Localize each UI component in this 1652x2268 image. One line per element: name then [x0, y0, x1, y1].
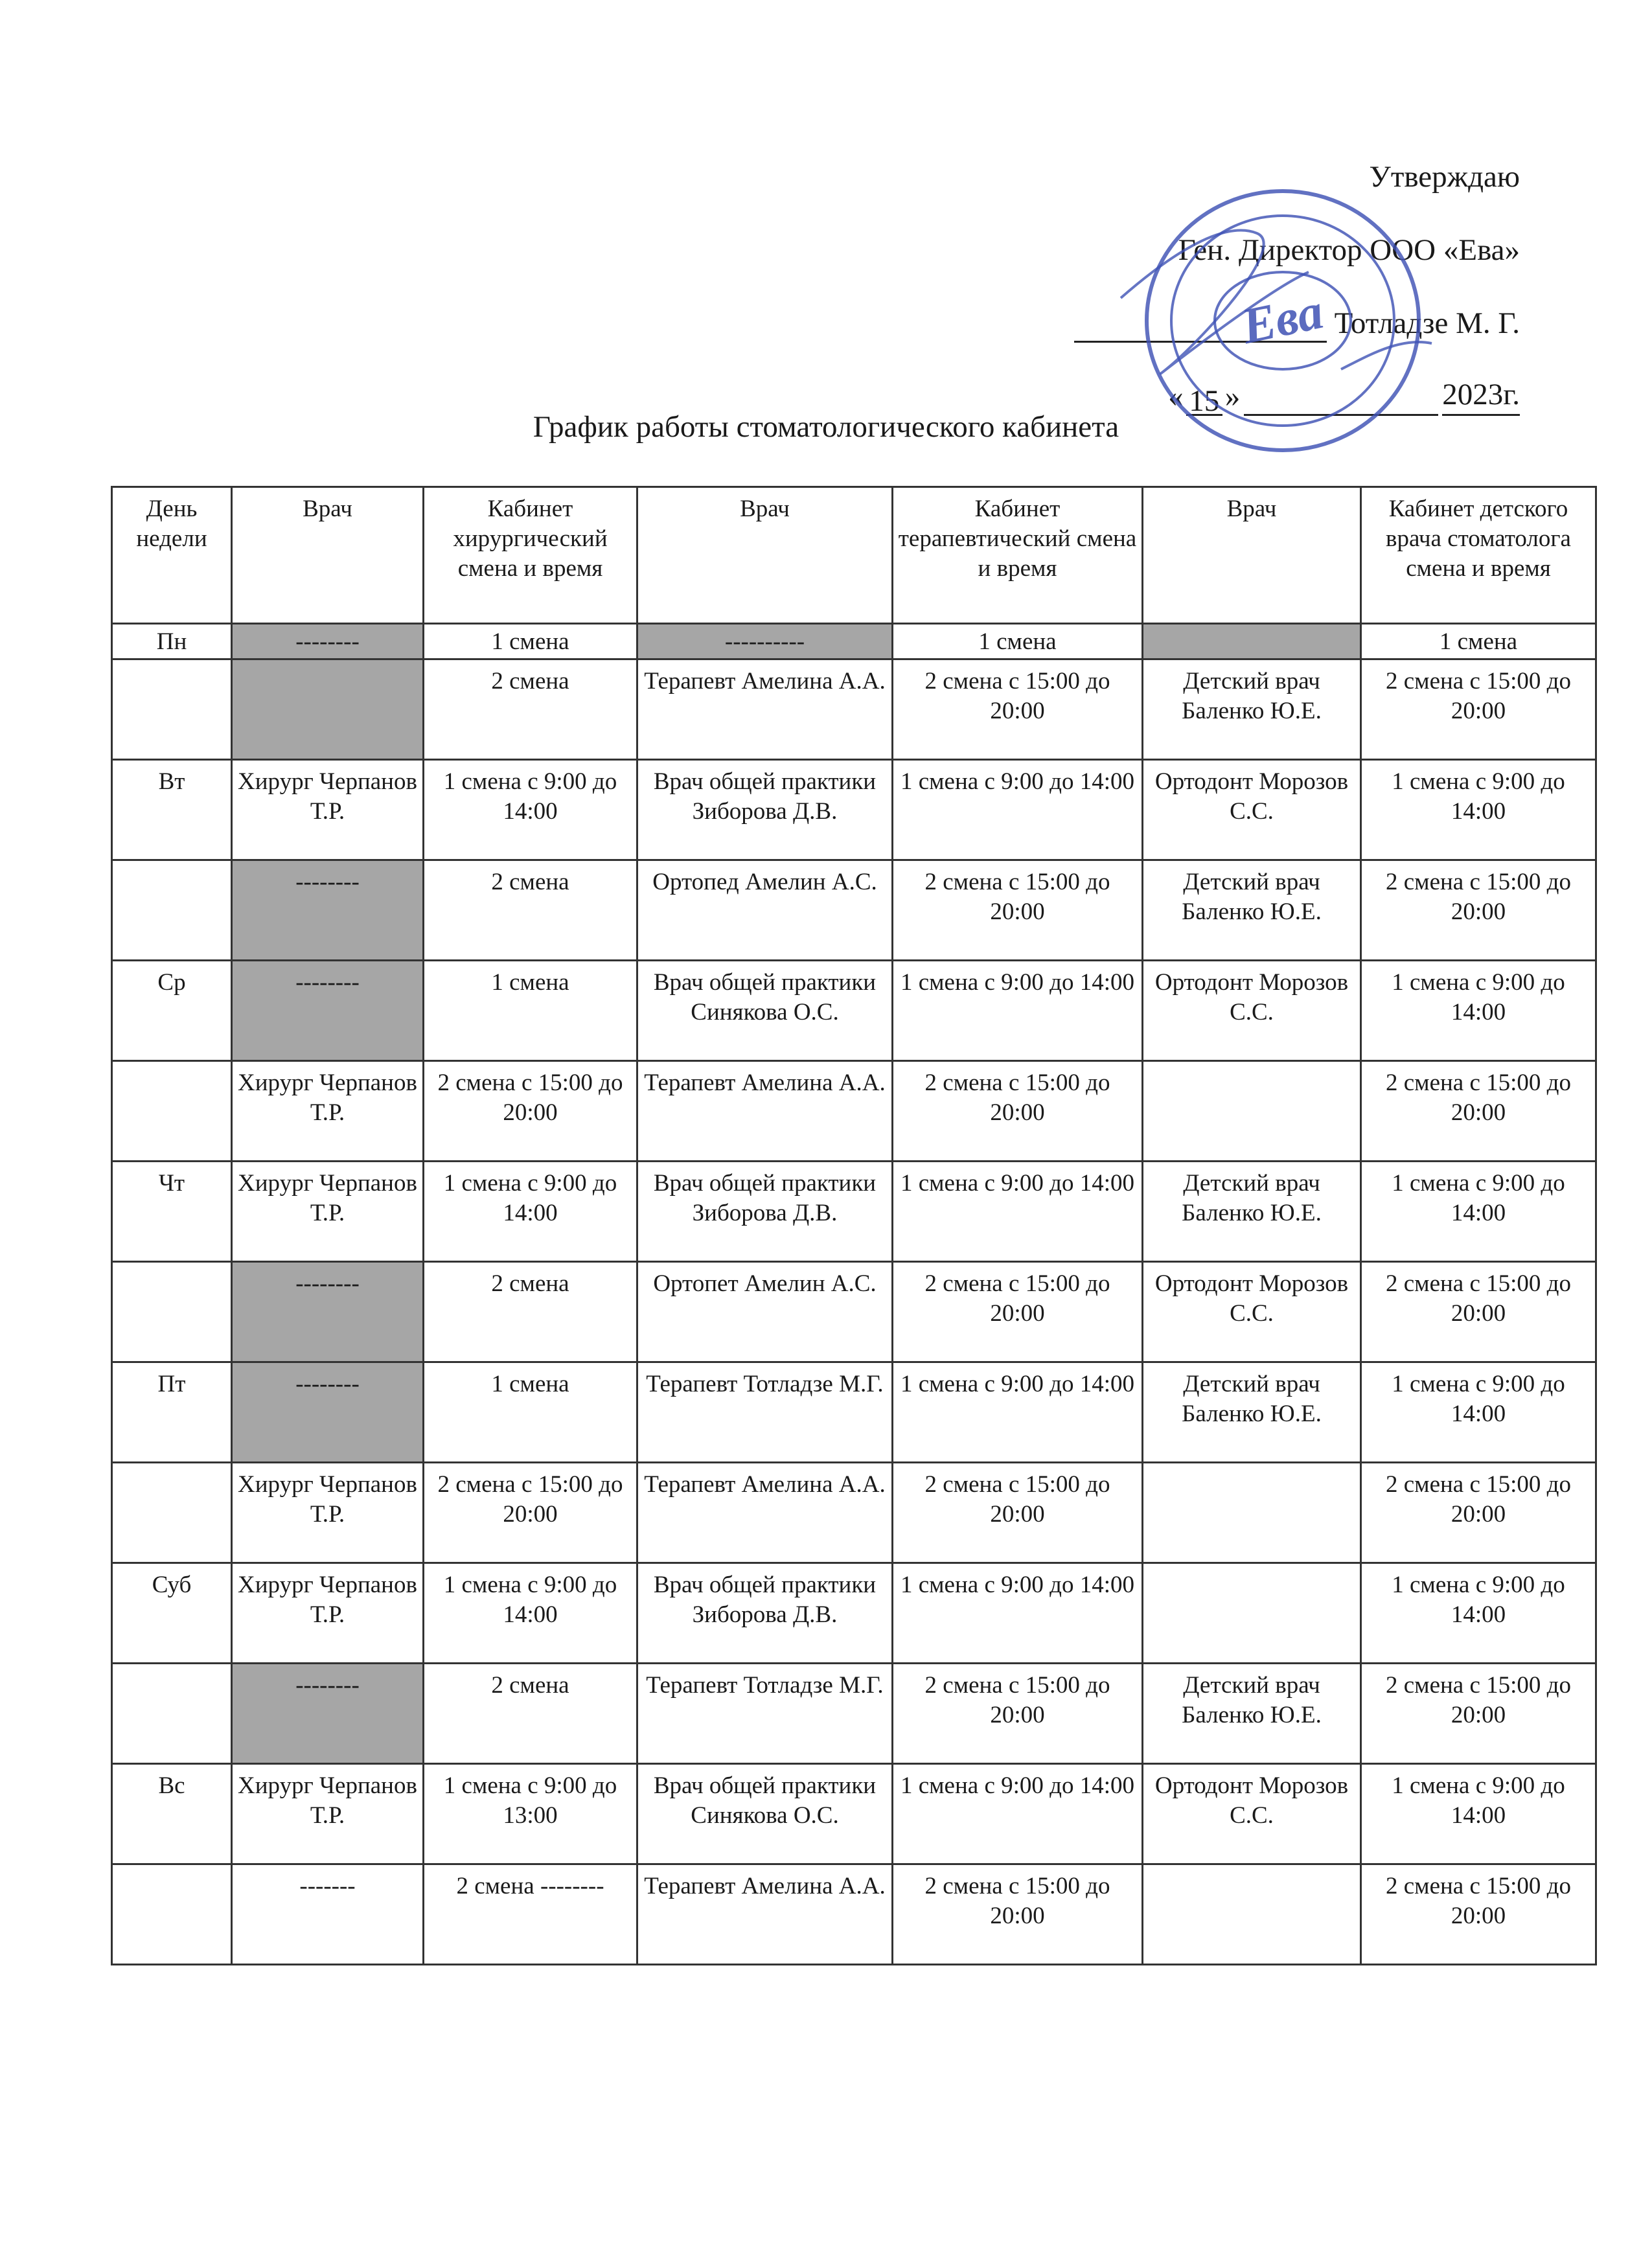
- cell-surgeon: Хирург Черпанов Т.Р.: [232, 1463, 424, 1563]
- cell-surgeon: Хирург Черпанов Т.Р.: [232, 1764, 424, 1864]
- cell-therapist: ----------: [637, 624, 893, 659]
- table-row: [112, 1162, 1596, 1262]
- cell-surgery-shift: 1 смена с 9:00 до 13:00: [424, 1764, 637, 1864]
- cell-surgery-shift: 1 смена с 9:00 до 14:00: [424, 1563, 637, 1664]
- cell-child-doctor: [1143, 1463, 1361, 1563]
- cell-child-doctor: [1143, 1864, 1361, 1965]
- cell-surgery-shift: 1 смена: [424, 1362, 637, 1463]
- table-row: [112, 1463, 1596, 1563]
- approval-date: [937, 343, 1520, 416]
- cell-therapist: Врач общей практики Синякова О.С.: [637, 1764, 893, 1864]
- date-day: 15: [1186, 382, 1222, 416]
- cell-child-doctor: Детский врач Баленко Ю.Е.: [1143, 1664, 1361, 1764]
- signature-blank: [1074, 308, 1327, 343]
- cell-therapist: Терапевт Амелина А.А.: [637, 659, 893, 760]
- cell-surgeon: Хирург Черпанов Т.Р.: [232, 1061, 424, 1162]
- cell-surgery-shift: 1 смена: [424, 624, 637, 659]
- cell-child-doctor: Детский врач Баленко Ю.Е.: [1143, 659, 1361, 760]
- cell-surgery-shift: 2 смена: [424, 1262, 637, 1362]
- table-row: [112, 961, 1596, 1061]
- cell-child-shift: 1 смена с 9:00 до 14:00: [1361, 760, 1596, 860]
- cell-child-shift: 2 смена с 15:00 до 20:00: [1361, 1463, 1596, 1563]
- cell-child-shift: 1 смена: [1361, 624, 1596, 659]
- table-row: [112, 1864, 1596, 1965]
- cell-surgery-shift: 2 смена: [424, 860, 637, 961]
- cell-day: [112, 1262, 232, 1362]
- header-child-room: Кабинет детского врача стоматолога смена и время: [1361, 487, 1596, 624]
- table-row: [112, 1262, 1596, 1362]
- table-row: [112, 659, 1596, 760]
- cell-surgeon: -------: [232, 1864, 424, 1965]
- cell-surgery-shift: 2 смена с 15:00 до 20:00: [424, 1061, 637, 1162]
- table-row: [112, 1563, 1596, 1664]
- table-row: [112, 624, 1596, 659]
- cell-therapy-shift: 2 смена с 15:00 до 20:00: [893, 1664, 1143, 1764]
- cell-therapy-shift: 1 смена с 9:00 до 14:00: [893, 961, 1143, 1061]
- cell-child-shift: 2 смена с 15:00 до 20:00: [1361, 860, 1596, 961]
- cell-surgeon: Хирург Черпанов Т.Р.: [232, 1162, 424, 1262]
- cell-surgery-shift: 2 смена с 15:00 до 20:00: [424, 1463, 637, 1563]
- cell-child-doctor: [1143, 1061, 1361, 1162]
- cell-surgeon: --------: [232, 961, 424, 1061]
- cell-surgeon: --------: [232, 1262, 424, 1362]
- approval-signature-line: [937, 269, 1520, 343]
- cell-surgeon: Хирург Черпанов Т.Р.: [232, 760, 424, 860]
- cell-child-shift: 1 смена с 9:00 до 14:00: [1361, 1162, 1596, 1262]
- cell-therapist: Ортопет Амелин А.С.: [637, 1262, 893, 1362]
- cell-therapy-shift: 2 смена с 15:00 до 20:00: [893, 860, 1143, 961]
- cell-surgeon: --------: [232, 624, 424, 659]
- cell-child-doctor: Ортодонт Морозов С.С.: [1143, 1262, 1361, 1362]
- cell-surgery-shift: 2 смена: [424, 659, 637, 760]
- header-surgery-room: Кабинет хирургический смена и время: [424, 487, 637, 624]
- cell-therapist: Терапевт Амелина А.А.: [637, 1864, 893, 1965]
- cell-therapist: Врач общей практики Синякова О.С.: [637, 961, 893, 1061]
- cell-day: Пн: [112, 624, 232, 659]
- cell-day: Пт: [112, 1362, 232, 1463]
- schedule-table: [111, 486, 1597, 1965]
- table-row: [112, 1061, 1596, 1162]
- cell-child-doctor: Детский врач Баленко Ю.Е.: [1143, 860, 1361, 961]
- cell-child-shift: 2 смена с 15:00 до 20:00: [1361, 1262, 1596, 1362]
- approval-signer: Тотладзе М. Г.: [1334, 306, 1520, 340]
- table-header-row: [112, 487, 1596, 624]
- cell-child-doctor: Ортодонт Морозов С.С.: [1143, 760, 1361, 860]
- cell-child-shift: 2 смена с 15:00 до 20:00: [1361, 1864, 1596, 1965]
- cell-therapy-shift: 1 смена: [893, 624, 1143, 659]
- cell-day: Вт: [112, 760, 232, 860]
- cell-therapist: Врач общей практики Зиборова Д.В.: [637, 1563, 893, 1664]
- stamp-center-text: Ева: [1236, 282, 1328, 355]
- cell-child-doctor: Детский врач Баленко Ю.Е.: [1143, 1162, 1361, 1262]
- cell-child-doctor: [1143, 624, 1361, 659]
- approval-block: [937, 123, 1520, 416]
- cell-therapist: Врач общей практики Зиборова Д.В.: [637, 1162, 893, 1262]
- cell-surgeon: --------: [232, 1362, 424, 1463]
- date-open-quote: «: [1168, 380, 1184, 413]
- cell-day: [112, 1864, 232, 1965]
- cell-child-shift: 1 смена с 9:00 до 14:00: [1361, 1362, 1596, 1463]
- cell-therapist: Терапевт Амелина А.А.: [637, 1061, 893, 1162]
- cell-surgery-shift: 1 смена с 9:00 до 14:00: [424, 1162, 637, 1262]
- cell-therapy-shift: 2 смена с 15:00 до 20:00: [893, 1061, 1143, 1162]
- cell-therapist: Ортопед Амелин А.С.: [637, 860, 893, 961]
- cell-day: Вс: [112, 1764, 232, 1864]
- date-year: 2023г.: [1442, 375, 1520, 416]
- cell-therapy-shift: 1 смена с 9:00 до 14:00: [893, 1563, 1143, 1664]
- cell-therapy-shift: 2 смена с 15:00 до 20:00: [893, 1463, 1143, 1563]
- header-doctor-surgery: Врач: [232, 487, 424, 624]
- cell-therapy-shift: 2 смена с 15:00 до 20:00: [893, 1262, 1143, 1362]
- cell-therapy-shift: 2 смена с 15:00 до 20:00: [893, 659, 1143, 760]
- cell-therapy-shift: 1 смена с 9:00 до 14:00: [893, 1162, 1143, 1262]
- cell-child-shift: 1 смена с 9:00 до 14:00: [1361, 961, 1596, 1061]
- cell-therapy-shift: 1 смена с 9:00 до 14:00: [893, 760, 1143, 860]
- header-therapy-room: Кабинет терапевтический смена и время: [893, 487, 1143, 624]
- table-row: [112, 1362, 1596, 1463]
- cell-surgery-shift: 2 смена: [424, 1664, 637, 1764]
- cell-therapy-shift: 1 смена с 9:00 до 14:00: [893, 1362, 1143, 1463]
- header-doctor-child: Врач: [1143, 487, 1361, 624]
- cell-surgeon: [232, 659, 424, 760]
- cell-day: [112, 1061, 232, 1162]
- cell-child-shift: 1 смена с 9:00 до 14:00: [1361, 1764, 1596, 1864]
- table-row: [112, 760, 1596, 860]
- cell-therapist: Терапевт Тотладзе М.Г.: [637, 1664, 893, 1764]
- cell-day: [112, 1463, 232, 1563]
- cell-therapist: Терапевт Амелина А.А.: [637, 1463, 893, 1563]
- table-row: [112, 1764, 1596, 1864]
- cell-day: [112, 860, 232, 961]
- cell-surgeon: Хирург Черпанов Т.Р.: [232, 1563, 424, 1664]
- cell-therapy-shift: 1 смена с 9:00 до 14:00: [893, 1764, 1143, 1864]
- cell-day: [112, 1664, 232, 1764]
- cell-child-doctor: [1143, 1563, 1361, 1664]
- cell-child-doctor: Детский врач Баленко Ю.Е.: [1143, 1362, 1361, 1463]
- cell-day: Ср: [112, 961, 232, 1061]
- cell-therapist: Терапевт Тотладзе М.Г.: [637, 1362, 893, 1463]
- cell-surgery-shift: 1 смена: [424, 961, 637, 1061]
- cell-child-shift: 2 смена с 15:00 до 20:00: [1361, 659, 1596, 760]
- cell-child-shift: 1 смена с 9:00 до 14:00: [1361, 1563, 1596, 1664]
- cell-child-shift: 2 смена с 15:00 до 20:00: [1361, 1061, 1596, 1162]
- table-row: [112, 1664, 1596, 1764]
- header-day: День недели: [112, 487, 232, 624]
- cell-surgeon: --------: [232, 1664, 424, 1764]
- cell-therapy-shift: 2 смена с 15:00 до 20:00: [893, 1864, 1143, 1965]
- cell-child-doctor: Ортодонт Морозов С.С.: [1143, 961, 1361, 1061]
- table-row: [112, 860, 1596, 961]
- cell-day: Чт: [112, 1162, 232, 1262]
- cell-child-doctor: Ортодонт Морозов С.С.: [1143, 1764, 1361, 1864]
- cell-therapist: Врач общей практики Зиборова Д.В.: [637, 760, 893, 860]
- cell-child-shift: 2 смена с 15:00 до 20:00: [1361, 1664, 1596, 1764]
- approval-position: Ген. Директор ООО «Ева»: [1178, 233, 1520, 267]
- header-doctor-therapy: Врач: [637, 487, 893, 624]
- cell-surgery-shift: 2 смена --------: [424, 1864, 637, 1965]
- date-close-quote: »: [1224, 380, 1241, 413]
- page-title: График работы стоматологического кабинета: [533, 410, 1119, 444]
- cell-surgery-shift: 1 смена с 9:00 до 14:00: [424, 760, 637, 860]
- cell-day: [112, 659, 232, 760]
- approval-heading: Утверждаю: [1369, 160, 1520, 194]
- cell-surgeon: --------: [232, 860, 424, 961]
- cell-day: Суб: [112, 1563, 232, 1664]
